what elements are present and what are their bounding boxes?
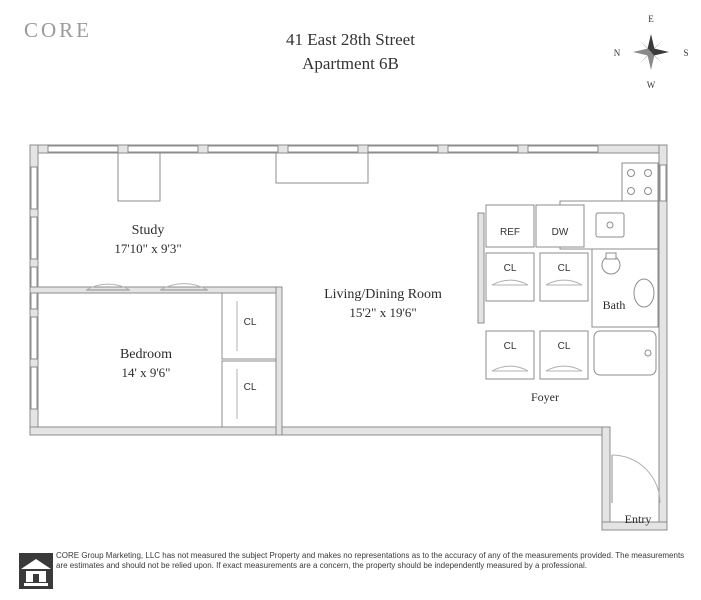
bathtub [594, 331, 656, 375]
room-label-living-dining: Living/Dining Room 15'2" x 19'6" [324, 287, 442, 320]
closet-row-1 [486, 253, 588, 301]
compass-label-south: W [646, 80, 656, 90]
closet-label-4: CL [557, 341, 571, 352]
compass-label-north: E [648, 14, 654, 24]
room-label-bedroom: Bedroom 14' x 9'6" [119, 347, 173, 380]
windows-top [48, 146, 598, 152]
appliances [486, 205, 584, 247]
closet-label-1: CL [503, 263, 517, 274]
bath-label: Bath [602, 298, 626, 312]
closet-label-5: CL [243, 317, 257, 328]
appliance-label-ref: REF [500, 227, 520, 238]
windows-right [660, 165, 666, 201]
closet-label-2: CL [557, 263, 571, 274]
study-structure [118, 153, 160, 201]
closet-label-6: CL [243, 382, 257, 393]
address-line-2: Apartment 6B [302, 54, 399, 73]
core-logo: CORE [24, 18, 93, 42]
foyer-label: Foyer [531, 390, 559, 404]
entry-label: Entry [624, 512, 652, 526]
bedroom-closets [222, 293, 276, 427]
closet-label-3: CL [503, 341, 517, 352]
closet-row-2 [486, 331, 588, 379]
compass-label-west: N [613, 48, 621, 58]
page-title [0, 28, 701, 76]
equal-housing-icon [18, 552, 54, 590]
entry-door [612, 455, 660, 503]
bathroom [592, 249, 658, 327]
disclaimer-text: CORE Group Marketing, LLC has not measured the subject Property and makes no representations as to the accuracy of any of the measurements provided. The measurements are estimates and should not be relied upon. If exact measurements are a concern, the property should be independently measured by a professional. [56, 551, 685, 570]
room-label-study: Study 17'10" x 9'3" [114, 223, 182, 256]
appliance-label-dw: DW [551, 227, 569, 238]
compass-rose [608, 12, 694, 92]
address-line-1: 41 East 28th Street [286, 30, 415, 49]
compass-label-east: S [683, 48, 689, 58]
